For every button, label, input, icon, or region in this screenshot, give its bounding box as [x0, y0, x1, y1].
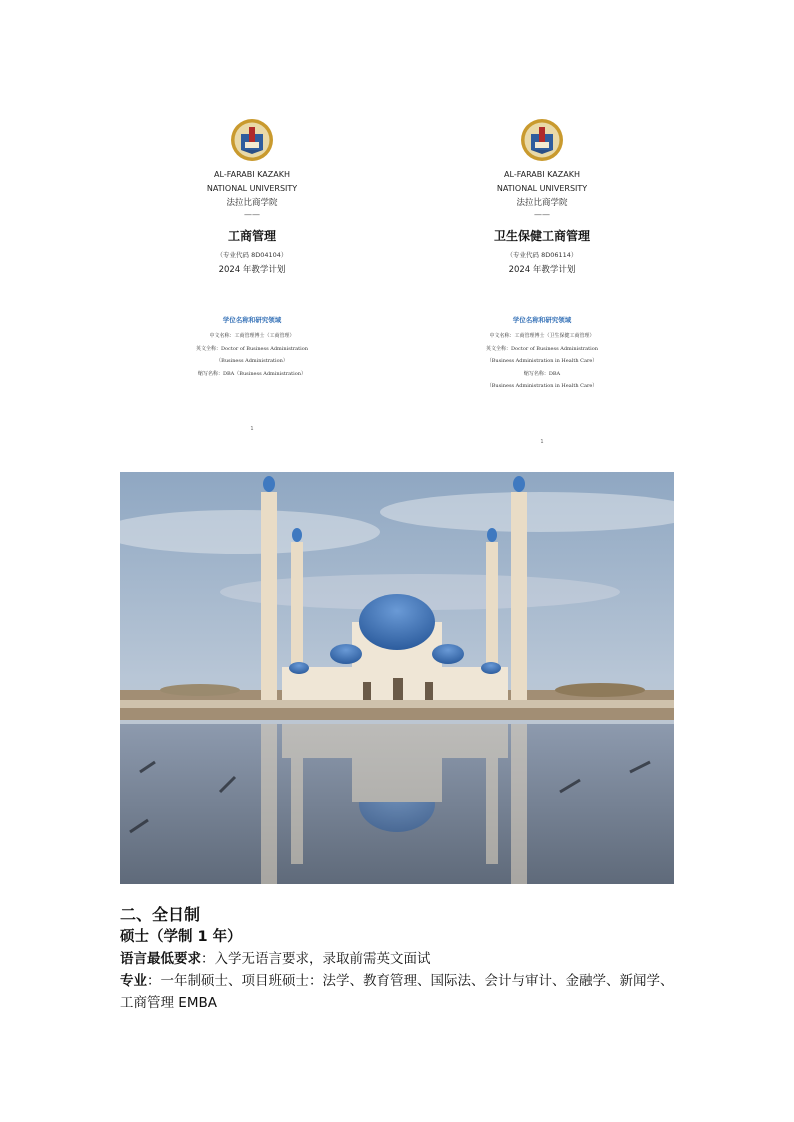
university-name-line1: AL-FARABI KAZAKH: [504, 170, 580, 179]
degree-line: 缩写名称：DBA（Business Administration）: [197, 370, 306, 377]
language-text: ：入学无语言要求，录取前需英文面试: [201, 951, 431, 967]
degree-line: 缩写名称：DBA: [523, 370, 561, 377]
degree-line: 英文全称：Doctor of Business Administration: [196, 345, 308, 352]
page-number: 1: [540, 438, 544, 445]
language-requirement: [120, 948, 680, 970]
program-code: （专业代码 8D06114）: [506, 251, 578, 259]
degree-line: （Business Administration in Health Care）: [486, 383, 598, 389]
university-emblem-icon: [520, 118, 564, 162]
school-name: 法拉比商学院: [226, 198, 278, 208]
university-name-line1: AL-FARABI KAZAKH: [214, 170, 290, 179]
divider: ——: [534, 210, 550, 219]
program-section: [120, 904, 680, 1014]
page-number: 1: [250, 426, 254, 432]
program-title: 卫生保健工商管理: [493, 229, 590, 243]
cover-left: [127, 118, 377, 432]
plan-year: 2024 年教学计划: [508, 265, 576, 275]
university-name-line2: NATIONAL UNIVERSITY: [496, 184, 588, 193]
cover-right: [417, 118, 667, 445]
degree-line: 英文全称：Doctor of Business Administration: [486, 345, 598, 352]
school-name: 法拉比商学院: [516, 198, 568, 208]
degree-line: （Business Administration in Health Care）: [486, 358, 598, 364]
major-text: ：一年制硕士、项目班硕士：法学、教育管理、国际法、会计与审计、金融学、新闻学、工商管理 EMBA: [120, 973, 674, 1011]
degree-block: [127, 315, 377, 380]
divider: ——: [244, 210, 260, 219]
degree-line: 中文名称：工商管理博士（卫生保健工商管理）: [489, 333, 595, 339]
major-list: [120, 970, 680, 1014]
degree-line: 中文名称：工商管理博士（工商管理）: [209, 333, 295, 339]
university-emblem-icon: [230, 118, 274, 162]
plan-year: 2024 年教学计划: [218, 265, 286, 275]
program-title: 工商管理: [227, 229, 276, 243]
degree-heading: 学位名称和研究领域: [222, 316, 282, 324]
program-code: （专业代码 8D04104）: [216, 251, 288, 259]
section-subheading: 硕士（学制 1 年）: [120, 929, 242, 945]
degree-block: [417, 315, 667, 393]
university-name-line2: NATIONAL UNIVERSITY: [206, 184, 298, 193]
degree-heading: 学位名称和研究领域: [512, 316, 572, 324]
major-label: 专业: [120, 973, 147, 989]
mosque-photo: [120, 472, 674, 884]
degree-line: （Business Administration）: [216, 358, 288, 364]
section-heading: 二、全日制: [120, 905, 201, 924]
language-label: 语言最低要求: [120, 951, 201, 967]
